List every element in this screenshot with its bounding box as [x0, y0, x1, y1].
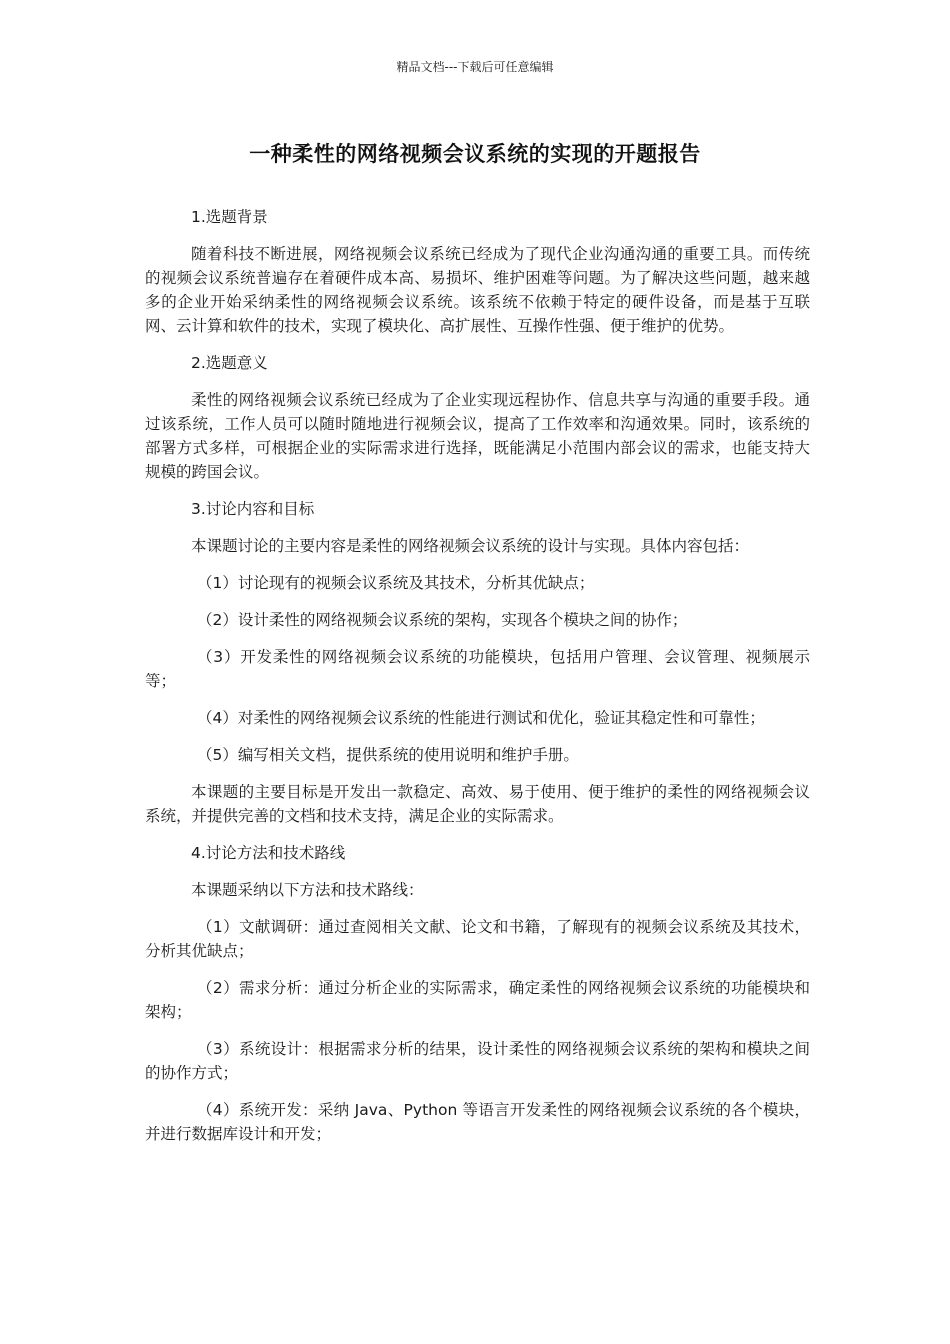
section-heading: 4.讨论方法和技术路线	[191, 844, 346, 862]
paragraph: 柔性的网络视频会议系统已经成为了企业实现远程协作、信息共享与沟通的重要手段。通过该系统，工作人员可以随时随地进行视频会议，提高了工作效率和沟通效果。同时，该系统的部署方式多样，可根据企业的实际需求进行选择，既能满足小范围内部会议的需求，也能支持大规模的跨国会议。	[145, 391, 810, 481]
list-item: （4）对柔性的网络视频会议系统的性能进行测试和优化，验证其稳定性和可靠性；	[197, 709, 765, 727]
list-item: （1）讨论现有的视频会议系统及其技术，分析其优缺点；	[197, 574, 595, 592]
header-note: 精品文档---下载后可任意编辑	[396, 60, 554, 74]
list-item: （4）系统开发：采纳 Java、Python 等语言开发柔性的网络视频会议系统的各个模块，并进行数据库设计和开发；	[145, 1101, 810, 1143]
paragraph: 本课题讨论的主要内容是柔性的网络视频会议系统的设计与实现。具体内容包括：	[191, 537, 750, 555]
section-heading: 1.选题背景	[191, 208, 268, 226]
list-item: （3）开发柔性的网络视频会议系统的功能模块，包括用户管理、会议管理、视频展示等；	[145, 648, 810, 690]
list-item: （5）编写相关文档，提供系统的使用说明和维护手册。	[197, 746, 579, 764]
list-item: （1）文献调研：通过查阅相关文献、论文和书籍，了解现有的视频会议系统及其技术，分析其优缺点；	[145, 918, 810, 960]
document-title: 一种柔性的网络视频会议系统的实现的开题报告	[249, 142, 701, 166]
paragraph: 本课题采纳以下方法和技术路线：	[191, 881, 424, 899]
paragraph: 本课题的主要目标是开发出一款稳定、高效、易于使用、便于维护的柔性的网络视频会议系统，并提供完善的文档和技术支持，满足企业的实际需求。	[145, 783, 810, 825]
list-item: （3）系统设计：根据需求分析的结果，设计柔性的网络视频会议系统的架构和模块之间的协作方式；	[145, 1040, 810, 1082]
section-heading: 2.选题意义	[191, 354, 268, 372]
list-item: （2）设计柔性的网络视频会议系统的架构，实现各个模块之间的协作；	[197, 611, 688, 629]
paragraph: 随着科技不断进展，网络视频会议系统已经成为了现代企业沟通沟通的重要工具。而传统的视频会议系统普遍存在着硬件成本高、易损坏、维护困难等问题。为了解决这些问题，越来越多的企业开始采纳柔性的网络视频会议系统。该系统不依赖于特定的硬件设备，而是基于互联网、云计算和软件的技术，实现了模块化、高扩展性、互操作性强、便于维护的优势。	[145, 245, 810, 335]
document-body	[145, 205, 810, 1159]
section-heading: 3.讨论内容和目标	[191, 500, 315, 518]
list-item: （2）需求分析：通过分析企业的实际需求，确定柔性的网络视频会议系统的功能模块和架构；	[145, 979, 810, 1021]
